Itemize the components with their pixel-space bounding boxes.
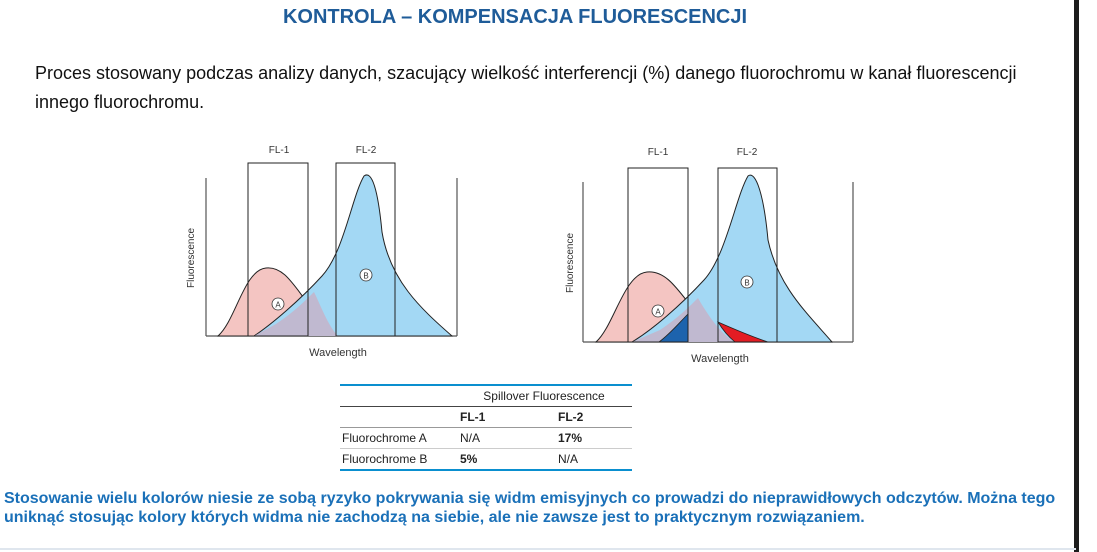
footer-note: Stosowanie wielu kolorów niesie ze sobą ryzyko pokrywania się widm emisyjnych co prowadzi do nieprawidłowych odczytów. Można tego uniknąć stosując kolory których widma nie zachodzą na siebie, ale nie zawsze jest to praktycznym rozwiązaniem.: [4, 490, 1056, 526]
spillover-caption-row: [340, 385, 632, 407]
spillover-caption: Spillover Fluorescence: [454, 385, 632, 407]
left-fl1-label: FL-1: [268, 145, 290, 156]
spillover-col-fl1: FL-1: [454, 407, 548, 428]
spillover-header-row: [340, 407, 632, 428]
right-fl2-label: FL-2: [736, 147, 758, 158]
row-name: Fluorochrome B: [340, 449, 454, 471]
right-peak-a-label: A: [655, 307, 661, 317]
left-peak-b-label: B: [363, 271, 369, 281]
left-x-label: Wavelength: [309, 347, 367, 359]
row-fl1-value: N/A: [454, 428, 548, 449]
spillover-table: [340, 384, 632, 471]
row-fl1-value: 5%: [454, 449, 548, 471]
intro-text: Proces stosowany podczas analizy danych, szacujący wielkość interferencji (%) danego fluorochromu w kanał fluorescencji innego fluorochromu.: [35, 63, 1017, 112]
slide-title: KONTROLA – KOMPENSACJA FLUORESCENCJI: [282, 6, 748, 28]
right-x-label: Wavelength: [691, 353, 749, 365]
right-peak-b-label: B: [744, 278, 750, 288]
row-fl2-value: 17%: [548, 428, 632, 449]
row-name: Fluorochrome A: [340, 428, 454, 449]
left-peak-a-label: A: [275, 300, 281, 310]
row-fl2-value: N/A: [548, 449, 632, 471]
table-row: [340, 449, 632, 471]
right-y-label: Fluorescence: [565, 232, 576, 294]
left-y-label: Fluorescence: [186, 227, 197, 289]
right-fl1-label: FL-1: [647, 147, 669, 158]
table-row: [340, 428, 632, 449]
spillover-col-fl2: FL-2: [548, 407, 632, 428]
left-fl2-label: FL-2: [355, 145, 377, 156]
